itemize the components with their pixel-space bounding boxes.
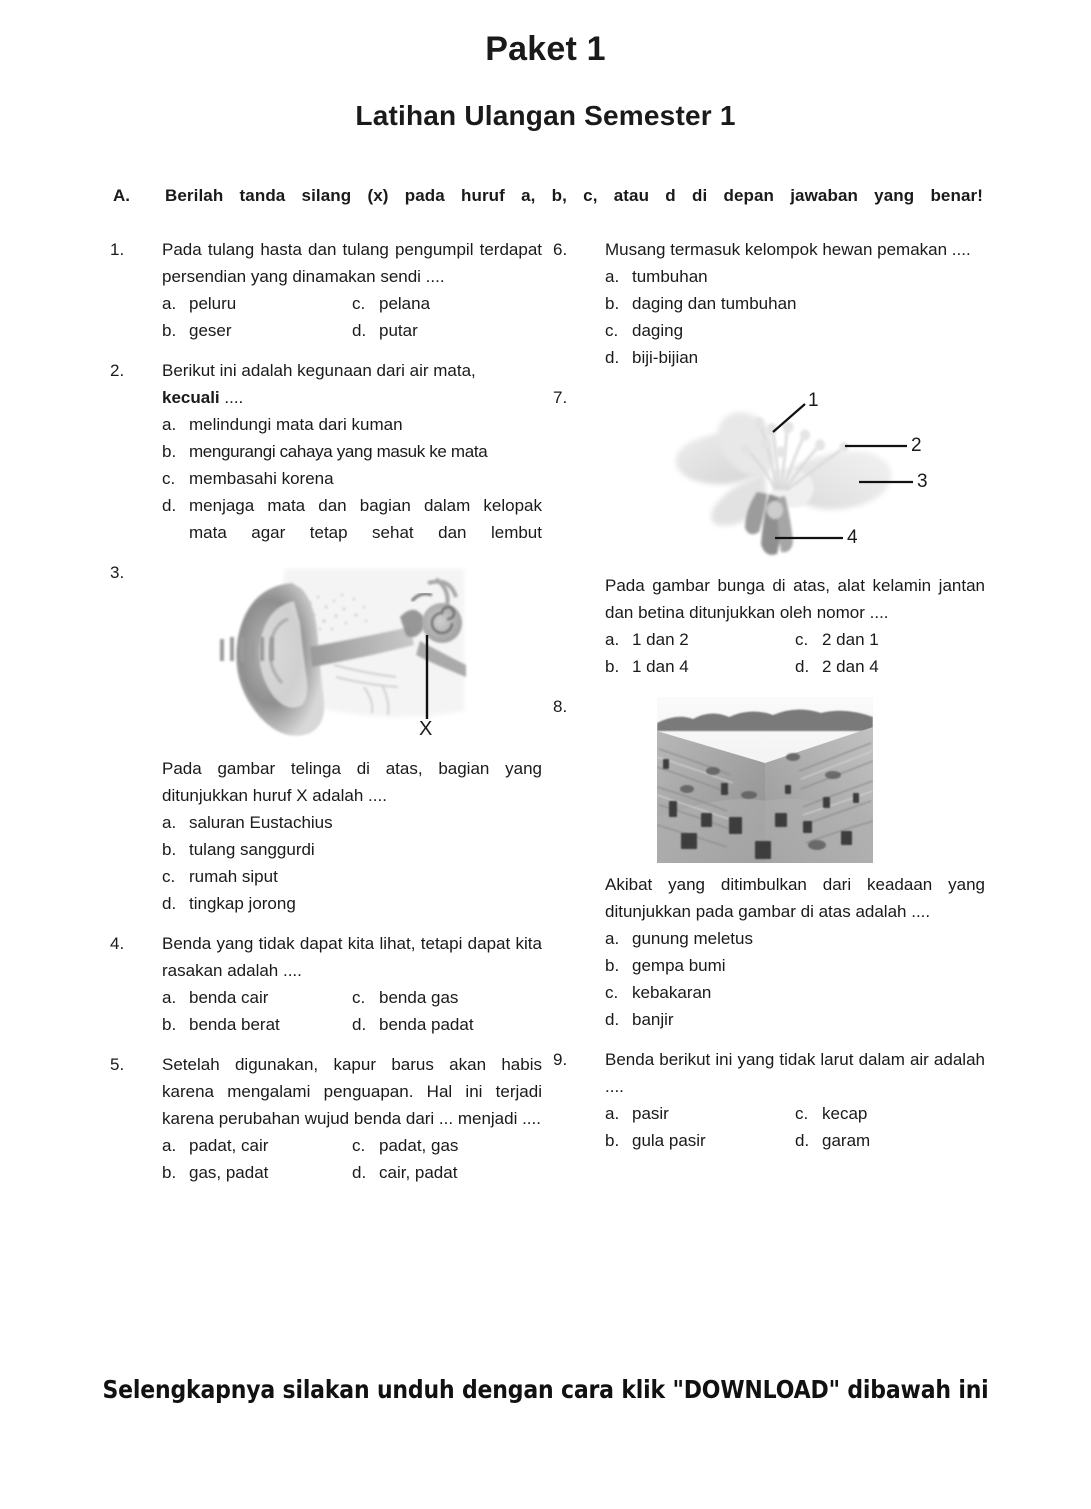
option-label: b.: [162, 840, 177, 859]
question-stem: Setelah digunakan, kapur barus akan habis karena mengalami penguapan. Hal ini terjadi karena perubahan wujud benda dari ... menjadi ....: [162, 1055, 542, 1128]
question-stem: Akibat yang ditimbulkan dari keadaan yang ditunjukkan pada gambar di atas adalah ....: [605, 875, 985, 921]
eroded-hillside-figure: [657, 697, 985, 863]
question-number: 1.: [110, 240, 125, 259]
option-text: gunung meletus: [632, 929, 753, 948]
question-5: [110, 1051, 542, 1186]
option-label: c.: [162, 469, 176, 488]
question-stem: Benda yang tidak dapat kita lihat, tetapi dapat kita rasakan adalah ....: [162, 934, 542, 980]
question-stem-emphasis: kecuali: [162, 388, 220, 407]
section-letter: A.: [113, 186, 130, 205]
option-text: 1 dan 4: [632, 657, 689, 676]
option-a[interactable]: [605, 1100, 795, 1127]
option-text: benda padat: [379, 1015, 474, 1034]
option-c[interactable]: [352, 1132, 542, 1159]
option-label: b.: [162, 1015, 177, 1034]
option-text: cair, padat: [379, 1163, 458, 1182]
option-b[interactable]: [605, 290, 985, 317]
flower-parts-figure: [645, 386, 945, 566]
option-text: daging dan tumbuhan: [632, 294, 797, 313]
option-label: c.: [605, 321, 619, 340]
option-label: a.: [162, 988, 177, 1007]
option-label: b.: [605, 657, 620, 676]
question-number: 8.: [553, 697, 568, 716]
question-number: 6.: [553, 240, 568, 259]
section-instruction-text: Berilah tanda silang (x) pada huruf a, b, c, atau d di depan jawaban yang benar!: [165, 186, 983, 205]
option-text: garam: [822, 1131, 871, 1150]
option-label: b.: [605, 1131, 620, 1150]
ear-anatomy-icon: [214, 561, 472, 751]
option-d[interactable]: [162, 492, 542, 546]
option-label: d.: [795, 1131, 810, 1150]
option-text: gas, padat: [189, 1163, 269, 1182]
option-d[interactable]: [605, 344, 985, 371]
option-label: c.: [352, 1136, 366, 1155]
option-text: pasir: [632, 1104, 669, 1123]
option-label: c.: [162, 867, 176, 886]
option-c[interactable]: [795, 1100, 985, 1127]
question-number: 3.: [110, 563, 125, 582]
question-number: 9.: [553, 1050, 568, 1069]
question-column-left: [110, 236, 542, 1199]
option-label: a.: [162, 415, 177, 434]
option-label: d.: [352, 321, 367, 340]
option-b[interactable]: [605, 952, 985, 979]
option-text: tingkap jorong: [189, 894, 296, 913]
option-label: d.: [352, 1015, 367, 1034]
option-b[interactable]: [162, 1011, 352, 1038]
option-text: putar: [379, 321, 418, 340]
option-label: b.: [162, 442, 177, 461]
option-label: b.: [162, 321, 177, 340]
figure-callout-3: 3: [917, 471, 928, 492]
flower-diagram-icon: [645, 386, 945, 566]
question-2: [110, 357, 542, 546]
question-number: 4.: [110, 934, 125, 953]
question-4: [110, 930, 542, 1038]
option-label: a.: [162, 1136, 177, 1155]
landslide-photo-icon: [657, 697, 873, 863]
option-text: benda gas: [379, 988, 459, 1007]
option-text: rumah siput: [189, 867, 278, 886]
option-label: b.: [605, 294, 620, 313]
option-list: [162, 809, 542, 917]
question-9: [553, 1046, 985, 1154]
option-text: melindungi mata dari kuman: [189, 415, 403, 434]
option-a[interactable]: [162, 1132, 352, 1159]
question-8: [553, 693, 985, 1033]
option-text: benda cair: [189, 988, 269, 1007]
option-list: [605, 1100, 985, 1154]
option-d[interactable]: [605, 1006, 985, 1033]
question-6: [553, 236, 985, 371]
option-label: a.: [605, 1104, 620, 1123]
option-text: 1 dan 2: [632, 630, 689, 649]
question-stem: Pada gambar telinga di atas, bagian yang ditunjukkan huruf X adalah ....: [162, 759, 542, 805]
page-title: Paket 1: [485, 30, 606, 68]
question-stem: Musang termasuk kelompok hewan pemakan ....: [605, 240, 971, 259]
option-label: d.: [352, 1163, 367, 1182]
figure-callout-1: 1: [808, 390, 819, 411]
option-label: a.: [162, 813, 177, 832]
option-list: [162, 411, 542, 546]
question-1: [110, 236, 542, 344]
option-text: tulang sanggurdi: [189, 840, 315, 859]
option-c[interactable]: [352, 290, 542, 317]
question-number: 5.: [110, 1055, 125, 1074]
figure-callout-4: 4: [847, 527, 858, 548]
option-b[interactable]: [605, 1127, 795, 1154]
option-d[interactable]: [795, 653, 985, 680]
option-c[interactable]: [352, 984, 542, 1011]
question-column-right: [553, 236, 985, 1167]
option-list: [605, 263, 985, 371]
option-label: b.: [162, 1163, 177, 1182]
footer-note: Selengkapnya silakan unduh dengan cara klik "DOWNLOAD" dibawah ini: [102, 1375, 989, 1404]
option-list: [162, 984, 542, 1038]
option-text: 2 dan 4: [822, 657, 879, 676]
option-c[interactable]: [795, 626, 985, 653]
option-text: banjir: [632, 1010, 674, 1029]
option-text: peluru: [189, 294, 237, 313]
option-b[interactable]: [162, 317, 352, 344]
option-text: geser: [189, 321, 232, 340]
page-subtitle: Latihan Ulangan Semester 1: [355, 100, 736, 131]
option-a[interactable]: [162, 290, 352, 317]
option-text: pelana: [379, 294, 431, 313]
option-label: d.: [605, 348, 620, 367]
option-label: a.: [605, 929, 620, 948]
option-text: gempa bumi: [632, 956, 726, 975]
option-text: menjaga mata dan bagian dalam kelopak mata agar tetap sehat dan lembut: [189, 496, 542, 542]
section-instruction: [113, 186, 983, 206]
question-stem: Pada gambar bunga di atas, alat kelamin jantan dan betina ditunjukkan oleh nomor ....: [605, 576, 985, 622]
question-number: 2.: [110, 361, 125, 380]
question-stem: Pada tulang hasta dan tulang pengumpil terdapat persendian yang dinamakan sendi ....: [162, 240, 542, 286]
option-b[interactable]: [605, 653, 795, 680]
option-text: tumbuhan: [632, 267, 708, 286]
option-list: [162, 1132, 542, 1186]
option-text: gula pasir: [632, 1131, 706, 1150]
option-label: d.: [605, 1010, 620, 1029]
option-d[interactable]: [162, 890, 542, 917]
option-text: padat, gas: [379, 1136, 459, 1155]
ear-anatomy-figure: [214, 561, 472, 751]
option-a[interactable]: [162, 984, 352, 1011]
option-label: a.: [605, 267, 620, 286]
option-label: a.: [162, 294, 177, 313]
option-text: daging: [632, 321, 684, 340]
option-a[interactable]: [605, 263, 985, 290]
question-number: 7.: [553, 388, 568, 407]
option-b[interactable]: [162, 836, 542, 863]
question-7: [553, 384, 985, 680]
option-list: [605, 925, 985, 1033]
option-a[interactable]: [605, 925, 985, 952]
option-d[interactable]: [352, 1159, 542, 1186]
option-list: [605, 626, 985, 680]
option-text: kebakaran: [632, 983, 712, 1002]
option-text: biji-bijian: [632, 348, 699, 367]
option-label: c.: [605, 983, 619, 1002]
option-label: c.: [795, 630, 809, 649]
option-text: 2 dan 1: [822, 630, 879, 649]
option-d[interactable]: [795, 1127, 985, 1154]
option-text: saluran Eustachius: [189, 813, 333, 832]
question-stem-ellipsis: ....: [224, 388, 244, 407]
question-stem: Benda berikut ini yang tidak larut dalam air adalah ....: [605, 1050, 985, 1096]
option-d[interactable]: [352, 317, 542, 344]
option-label: c.: [795, 1104, 809, 1123]
option-a[interactable]: [162, 809, 542, 836]
option-label: a.: [605, 630, 620, 649]
option-list: [162, 290, 542, 344]
option-label: c.: [352, 988, 366, 1007]
option-text: kecap: [822, 1104, 868, 1123]
option-a[interactable]: [162, 411, 542, 438]
option-a[interactable]: [605, 626, 795, 653]
option-c[interactable]: [605, 979, 985, 1006]
option-b[interactable]: [162, 1159, 352, 1186]
option-text: padat, cair: [189, 1136, 269, 1155]
option-b[interactable]: [162, 438, 542, 465]
option-c[interactable]: [605, 317, 985, 344]
figure-callout-2: 2: [911, 435, 922, 456]
option-c[interactable]: [162, 863, 542, 890]
question-stem-line1: Berikut ini adalah kegunaan dari air mata,: [162, 361, 476, 380]
option-label: d.: [162, 894, 177, 913]
question-stem: [162, 357, 542, 411]
figure-label-x: X: [419, 718, 433, 740]
option-text: membasahi korena: [189, 469, 334, 488]
option-c[interactable]: [162, 465, 542, 492]
option-text: mengurangi cahaya yang masuk ke mata: [189, 442, 488, 461]
option-d[interactable]: [352, 1011, 542, 1038]
option-label: b.: [605, 956, 620, 975]
option-label: d.: [162, 496, 177, 515]
option-label: c.: [352, 294, 366, 313]
option-text: benda berat: [189, 1015, 280, 1034]
question-3: [110, 559, 542, 917]
option-label: d.: [795, 657, 810, 676]
